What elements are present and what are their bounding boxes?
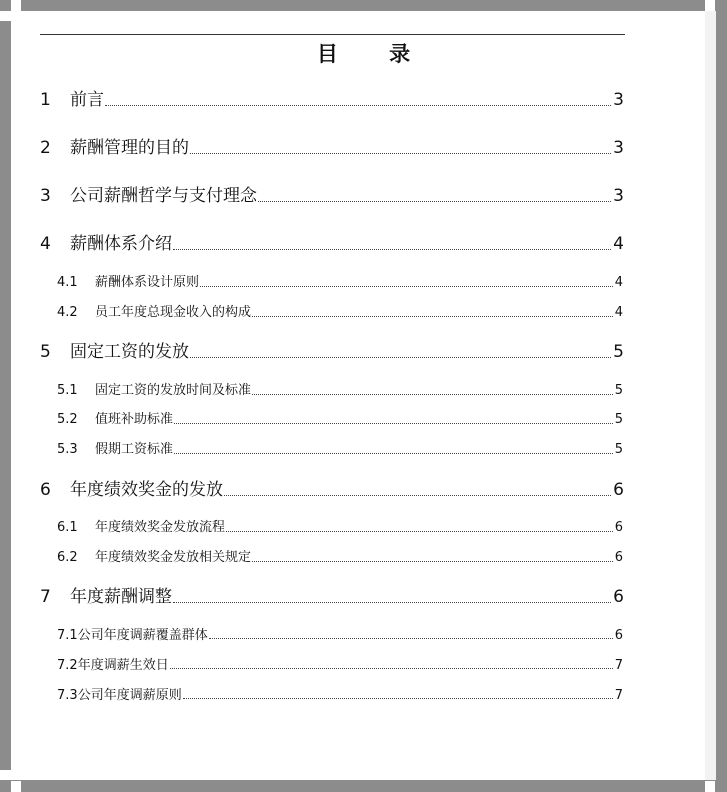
- toc-entry-label: 公司薪酬哲学与支付理念: [70, 186, 257, 206]
- toc-entry-label: 年度薪酬调整: [70, 587, 172, 607]
- toc-entry-number: 3: [40, 186, 51, 206]
- toc-entry-page: 6: [614, 520, 623, 535]
- toc-entry-label: 固定工资的发放: [70, 342, 189, 362]
- dot-leader: [170, 668, 613, 669]
- toc-entry-number: 5.2: [57, 412, 78, 427]
- toc-entry-number: 6: [40, 480, 51, 500]
- toc-entry-number: 2: [40, 138, 51, 158]
- dot-leader: [190, 357, 611, 358]
- dot-leader: [209, 638, 613, 639]
- toc-entry-5-3[interactable]: [57, 439, 623, 457]
- dot-leader: [258, 201, 611, 202]
- dot-leader: [226, 531, 613, 532]
- toc-entry-number: 7.2: [57, 658, 78, 673]
- toc-entry-number: 4.2: [57, 305, 78, 320]
- toc-entry-label: 年度调薪生效日: [77, 658, 169, 673]
- dot-leader: [174, 423, 613, 424]
- dot-leader: [190, 153, 611, 154]
- toc-entry-page: 4: [613, 234, 624, 254]
- toc-entry-label: 薪酬体系设计原则: [95, 275, 200, 290]
- header-rule: [40, 34, 625, 35]
- toc-entry-page: 5: [614, 442, 623, 457]
- toc-entry-7[interactable]: [40, 583, 624, 607]
- toc-entry-label: 前言: [70, 90, 104, 110]
- toc-entry-number: 4: [40, 234, 51, 254]
- dot-leader: [252, 561, 613, 562]
- dot-leader: [173, 249, 611, 250]
- toc-entry-3[interactable]: [40, 182, 624, 206]
- toc-entry-page: 7: [614, 658, 623, 673]
- toc-entry-page: 4: [614, 305, 623, 320]
- toc-entry-7-2[interactable]: [57, 655, 623, 673]
- dot-leader: [173, 602, 611, 603]
- dot-leader: [252, 394, 613, 395]
- toc-entry-label: 公司年度调薪原则: [77, 688, 182, 703]
- dot-leader: [224, 495, 611, 496]
- toc-entry-label: 固定工资的发放时间及标准: [95, 383, 252, 398]
- toc-entry-number: 1: [40, 90, 51, 110]
- toc-entry-page: 5: [614, 412, 623, 427]
- toc-entry-page: 5: [613, 342, 624, 362]
- toc-entry-label: 年度绩效奖金发放相关规定: [95, 550, 252, 565]
- toc-entry-page: 3: [613, 138, 624, 158]
- page-shadow: [705, 11, 716, 780]
- viewer-frame-top: [0, 0, 727, 11]
- dot-leader: [200, 286, 613, 287]
- toc-entry-5[interactable]: [40, 338, 624, 362]
- crop-mark: [0, 770, 11, 780]
- toc-entry-page: 3: [613, 90, 624, 110]
- toc-entry-page: 6: [613, 480, 624, 500]
- toc-entry-4-1[interactable]: [57, 272, 623, 290]
- toc-entry-number: 7.3: [57, 688, 78, 703]
- viewer-frame-bottom: [0, 780, 727, 792]
- toc-entry-page: 3: [613, 186, 624, 206]
- toc-entry-5-2[interactable]: [57, 409, 623, 427]
- dot-leader: [174, 453, 613, 454]
- crop-mark: [705, 0, 715, 11]
- toc-entry-page: 6: [614, 628, 623, 643]
- dot-leader: [105, 105, 611, 106]
- toc-entry-label: 年度绩效奖金的发放: [70, 480, 223, 500]
- dot-leader: [252, 316, 613, 317]
- toc-entry-6-2[interactable]: [57, 547, 623, 565]
- toc-entry-4[interactable]: [40, 230, 624, 254]
- toc-entry-page: 4: [614, 275, 623, 290]
- toc-entry-1[interactable]: [40, 86, 624, 110]
- crop-mark: [11, 0, 21, 11]
- toc-entry-number: 7.1: [57, 628, 78, 643]
- toc-entry-page: 6: [614, 550, 623, 565]
- toc-entry-label: 公司年度调薪覆盖群体: [77, 628, 208, 643]
- dot-leader: [183, 698, 613, 699]
- toc-entry-4-2[interactable]: [57, 302, 623, 320]
- toc-entry-label: 薪酬体系介绍: [70, 234, 172, 254]
- viewer-frame-right: [716, 0, 727, 792]
- toc-entry-7-1[interactable]: [57, 625, 623, 643]
- toc-entry-number: 4.1: [57, 275, 78, 290]
- toc-entry-6-1[interactable]: [57, 517, 623, 535]
- toc-entry-page: 5: [614, 383, 623, 398]
- toc-entry-5-1[interactable]: [57, 380, 623, 398]
- toc-entry-number: 6.2: [57, 550, 78, 565]
- toc-entry-label: 值班补助标准: [95, 412, 174, 427]
- viewer-frame-left: [0, 0, 11, 792]
- toc-entry-6[interactable]: [40, 476, 624, 500]
- toc-entry-page: 6: [613, 587, 624, 607]
- toc-entry-label: 年度绩效奖金发放流程: [95, 520, 226, 535]
- toc-entry-number: 5: [40, 342, 51, 362]
- toc-entry-number: 5.3: [57, 442, 78, 457]
- crop-mark: [11, 781, 21, 792]
- toc-entry-label: 员工年度总现金收入的构成: [95, 305, 252, 320]
- toc-entry-number: 6.1: [57, 520, 78, 535]
- toc-entry-2[interactable]: [40, 134, 624, 158]
- toc-entry-label: 假期工资标准: [95, 442, 174, 457]
- toc-entry-number: 5.1: [57, 383, 78, 398]
- toc-entry-page: 7: [614, 688, 623, 703]
- toc-entry-label: 薪酬管理的目的: [70, 138, 189, 158]
- crop-mark: [705, 781, 715, 792]
- toc-entry-number: 7: [40, 587, 51, 607]
- crop-mark: [0, 11, 11, 21]
- toc-title: 目 录: [316, 41, 433, 66]
- toc-entry-7-3[interactable]: [57, 685, 623, 703]
